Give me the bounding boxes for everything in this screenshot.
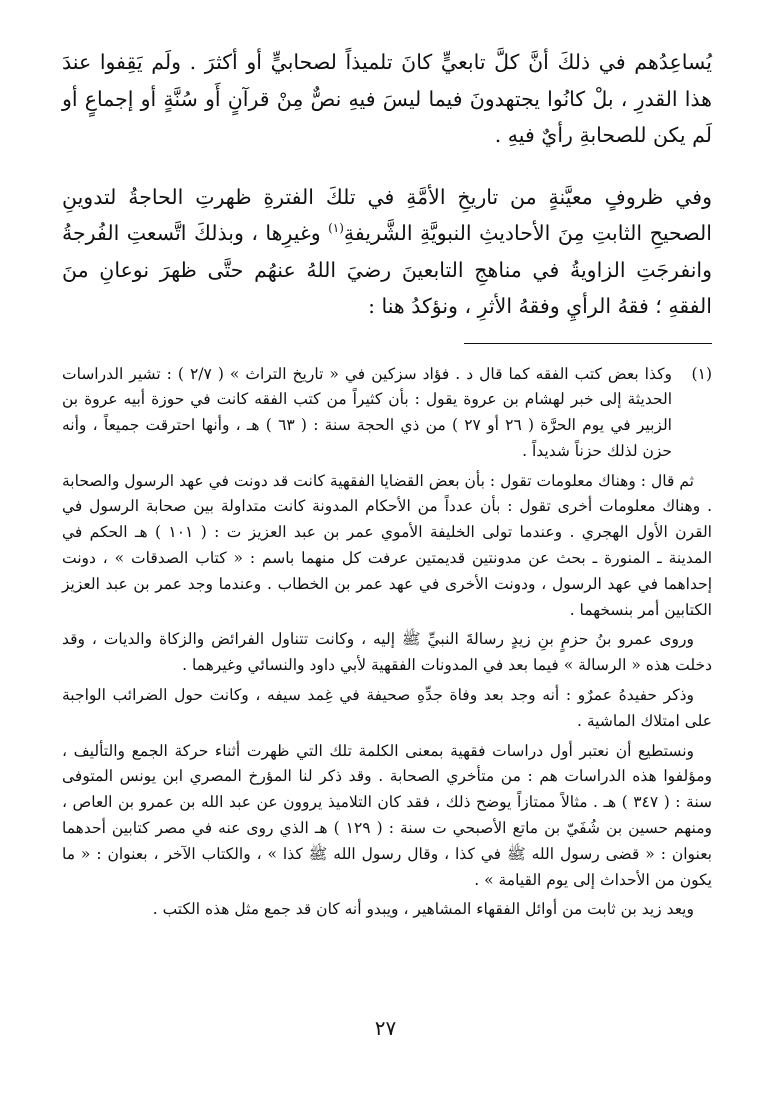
footnote-paragraph-text: ثم قال : وهناك معلومات تقول : بأن بعض القضايا الفقهية كانت قد دونت في عهد الرسول والصحابة . وهناك معلومات أخرى تقول : بأن عدداً من الأحكام المدونة كانت متداولة بين صحابة الرسول في القرن الأول الهجري . وعندما تولى الخليفة الأموي عمر بن عبد العزيز ت : ( ١٠١ ) هـ الحكم في المدينة ـ المنورة ـ بحث عن مدونتين قديمتين عرفت كل منهما باسم : « كتاب الصدقات » ، دونت إحداهما في عهد الرسول ، ودونت الأخرى في عهد عمر بن الخطاب . وعندما وجد عمر بن عبد العزيز الكتابين أمر بنسخهما . [62,471,712,619]
footnote-paragraph-text: وذكر حفيدهُ عمرٌو : أنه وجد بعد وفاة جدِّهِ صحيفة في غِمد سيفه ، وكانت حول الضرائب الواجبة على امتلاك الماشية . [62,686,712,730]
footnote-paragraph [62,739,712,894]
footnote-reference[interactable]: (١) [328,221,344,236]
footnote-paragraph [62,627,712,679]
page-number: ٢٧ [374,1016,397,1040]
main-paragraph-2-start: وفي ظروفٍ معيَّنةٍ من تاريخِ الأمَّةِ في تلكَ الفترةِ ظهرتِ الحاجةُ لتدوينِ الصحيحِ الثابتِ مِنَ الأحاديثِ النبويَّةِ الشَّريفةِ [62,184,712,245]
footnote-1 [62,362,712,465]
footnote-number: (١) [691,364,712,383]
footnote-paragraph [62,683,712,735]
footnote-paragraph-text: وروى عمرو بنُ حزمٍ بنِ زيدٍ رسالةَ النبيِّ ﷺ إليه ، وكانت تتناول الفرائض والزكاة والديات ، وقد دخلت هذه « الرسالة » فيما بعد في المدونات الفقهية لأبي داود والنسائي وغيرهما . [62,630,712,675]
footnote-separator [464,343,712,344]
footnotes [62,362,712,924]
footnote-paragraph-text: ويعد زيد بن ثابت من أوائل الفقهاء المشاهير ، ويبدو أنه كان قد جمع مثل هذه الكتب . [152,900,694,919]
book-page [62,44,712,1054]
main-paragraph-2 [62,179,712,325]
footnote-paragraph [62,897,712,923]
main-paragraph-1: يُساعِدُهم في ذلكَ أنَّ كلَّ تابعيٍّ كانَ تلميذاً لصحابيٍّ أو أكثرَ . ولَم يَقِفوا عندَ هذا القدرِ ، بلْ كانُوا يجتهدونَ فيما ليسَ فيهِ نصٌّ مِنْ قرآنٍ أَو سُنَّةٍ أو إجماعٍ أو لَم يكن للصحابةِ رأيٌ فيهِ . [62,50,712,147]
footnote-paragraph-text: ونستطيع أن نعتبر أول دراسات فقهية بمعنى الكلمة تلك التي ظهرت أثناء حركة الجمع والتأليف ، ومؤلفوا هذه الدراسات هم : من متأخري الصحابة . وقد ذكر لنا المؤرخ المصري ابن يونس المتوفى سنة : ( ٣٤٧ ) هـ . مثالاً ممتازاً يوضح ذلك ، فقد كان التلاميذ يروون عن عبد الله بن عمرو بن العاص ، ومنهم حسين بن شُفَيّ بن ماتع الأصبحي ت سنة : ( ١٢٩ ) هـ الذي روى عنه في مصر كتابين أحدهما بعنوان : « قضى رسول الله ﷺ في كذا ، وقال رسول الله ﷺ كذا » ، والكتاب الآخر ، بعنوان : « ما يكون من الأحداث إلى يوم القيامة » . [62,741,712,889]
main-text [62,44,712,325]
footnote-paragraph [62,469,712,624]
footnote-first-text: وكذا بعض كتب الفقه كما قال د . فؤاد سزكين في « تاريخ التراث » ( ٢/٧ ) : تشير الدراسات الحديثة إلى خبر لهشام بن عروة يقول : بأن كثيراً من كتب الفقه كانت في حوزة أبيه عروة بن الزبير في يوم الحرَّة ( ٢٦ أو ٢٧ ) من ذي الحجة سنة : ( ٦٣ ) هـ ، وأنها احترقت جميعاً ، وأنه حزن لذلك حزناً شديداً . [62,364,672,460]
main-paragraph-2-end: وغيرِها ، وبذلكَ اتَّسعتِ الفُرجةُ وانفرجَتِ الزاويةُ في مناهجِ التابعينَ رضيَ اللهُ عنهُم حتَّى ظهرَ نوعانِ منَ الفقهِ ؛ فقهُ الرأيِ وفقهُ الأثرِ ، ونؤكدُ هنا : [62,221,712,318]
